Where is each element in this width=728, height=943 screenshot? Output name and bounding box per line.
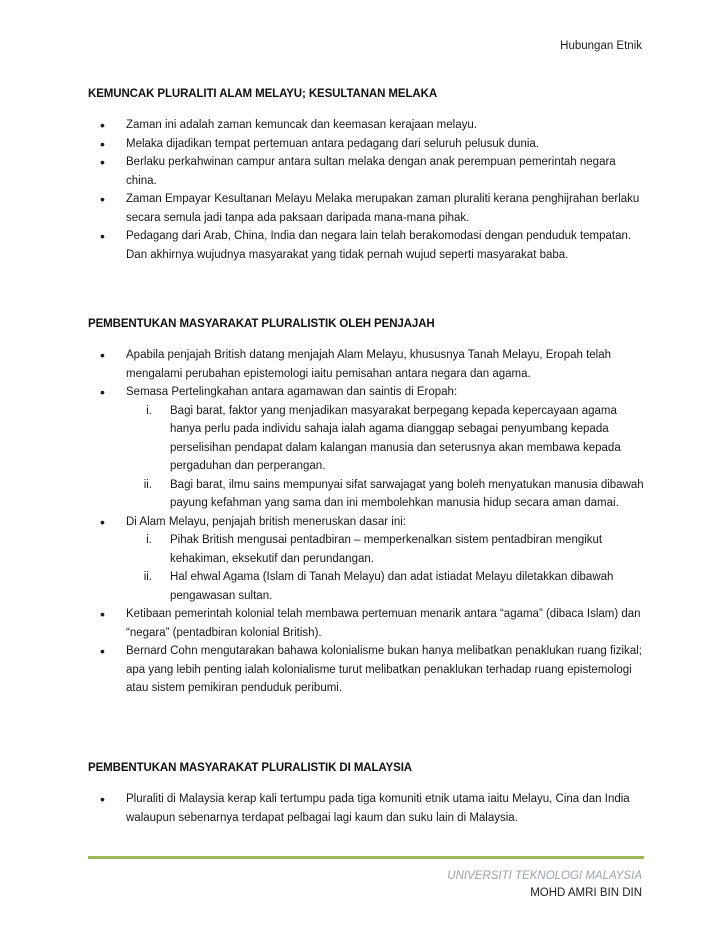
list-item: • Pluraliti di Malaysia kerap kali tertumpu pada tiga komuniti etnik utama iaitu Melayu, Cina dan India walaupun sebenarnya terdapat pelbagai lagi kaum dan suku lain di Malaysia.: [88, 790, 648, 827]
list-item: • Apabila penjajah British datang menjajah Alam Melayu, khususnya Tanah Melayu, Eropah telah mengalami perubahan epistemologi iaitu pemisahan antara negara dan agama.: [88, 346, 648, 383]
sub-list: [126, 531, 648, 605]
list-item: • Zaman Empayar Kesultanan Melayu Melaka merupakan zaman pluraliti kerana penghijrahan berlaku secara semula jadi tanpa ada paksaan daripada mana-mana pihak.: [88, 190, 648, 227]
footer-divider: [88, 856, 644, 859]
page-header: Hubungan Etnik: [560, 40, 642, 52]
list-item: [88, 513, 648, 606]
list-item-text: Semasa Pertelingkahan antara agamawan dan saintis di Eropah:: [126, 386, 458, 398]
section2-bullet-list: [88, 346, 648, 698]
sub-item-number: ii.: [143, 571, 152, 583]
list-item-text: Di Alam Melayu, penjajah british meneruskan dasar ini:: [126, 515, 406, 528]
footer-university: UNIVERSITI TEKNOLOGI MALAYSIA: [447, 870, 642, 882]
list-item: • Melaka dijadikan tempat pertemuan antara pedagang dari seluruh pelusuk dunia.: [88, 135, 648, 154]
sub-item-text: Hal ehwal Agama (Islam di Tanah Melayu) dan adat istiadat Melayu diletakkan dibawah pengawasan sultan.: [170, 571, 614, 602]
list-item: • Berlaku perkahwinan campur antara sultan melaka dengan anak perempuan pemerintah negara china.: [88, 153, 648, 190]
sub-item-number: i.: [146, 404, 152, 417]
footer-author: MOHD AMRI BIN DIN: [530, 887, 642, 899]
section1-bullet-list: [88, 116, 648, 264]
list-item: • Pedagang dari Arab, China, India dan negara lain telah berakomodasi dengan penduduk tempatan. Dan akhirnya wujudnya masyarakat yang tidak pernah wujud seperti masyarakat baba.: [88, 227, 648, 264]
sub-list-item: [126, 402, 648, 476]
sub-list: [126, 402, 648, 513]
sub-item-text: Bagi barat, ilmu sains mempunyai sifat sarwajagat yang boleh menyatukan manusia dibawah payung kefahman yang sama dan ini membolehkan manusia hidup secara aman damai.: [170, 478, 644, 509]
list-item: • Ketibaan pemerintah kolonial telah membawa pertemuan menarik antara “agama” (dibaca Islam) dan “negara” (pentadbiran kolonial British).: [88, 605, 648, 642]
sub-list-item: [126, 476, 648, 513]
sub-list-item: [126, 568, 648, 605]
section-title-penjajah: PEMBENTUKAN MASYARAKAT PLURALISTIK OLEH PENJAJAH: [88, 318, 435, 330]
sub-item-text: Bagi barat, faktor yang menjadikan masyarakat berpegang kepada kepercayaan agama hanya perlu pada individu sahaja ialah agama dianggap sebagai penyumbang kepada perselisihan pendapat dalam kalangan manusia dan seterusnya akan membawa kepada pergaduhan dan perperangan.: [170, 404, 621, 472]
list-item: • Zaman ini adalah zaman kemuncak dan keemasan kerajaan melayu.: [88, 116, 648, 135]
sub-item-number: ii.: [143, 478, 152, 491]
list-item: [88, 383, 648, 513]
list-item: • Bernard Cohn mengutarakan bahawa kolonialisme bukan hanya melibatkan penaklukan ruang fizikal; apa yang lebih penting ialah kolonialisme turut melibatkan penaklukan terhadap ruang epistemologi atau sistem pemikiran penduduk peribumi.: [88, 642, 648, 698]
sub-item-number: i.: [146, 534, 152, 546]
section-title-malaysia: PEMBENTUKAN MASYARAKAT PLURALISTIK DI MALAYSIA: [88, 762, 413, 774]
sub-item-text: Pihak British mengusai pentadbiran – memperkenalkan sistem pentadbiran mengikut kehakiman, eksekutif dan perundangan.: [170, 534, 603, 565]
sub-list-item: [126, 531, 648, 568]
section3-bullet-list: [88, 790, 648, 827]
section-title-kemuncak: KEMUNCAK PLURALITI ALAM MELAYU; KESULTANAN MELAKA: [88, 88, 438, 100]
